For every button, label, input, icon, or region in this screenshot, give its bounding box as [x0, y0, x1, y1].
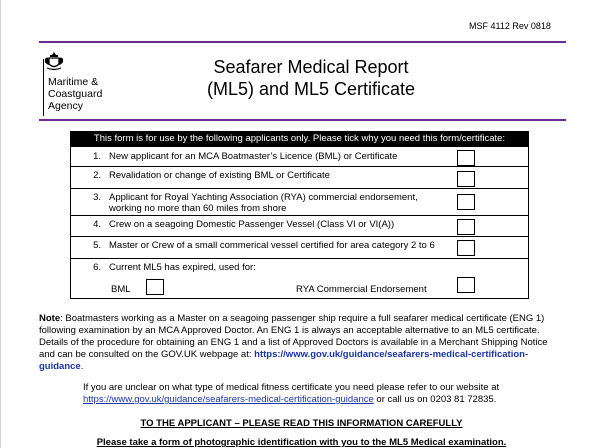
contact-text: If you are unclear on what type of medical fitness certificate you need please refer to our website at — [83, 382, 500, 393]
contact-link[interactable]: https://www.gov.uk/guidance/seafarers-medical-certification-guidance — [83, 394, 374, 405]
option-1-checkbox[interactable] — [457, 150, 475, 166]
note-paragraph — [39, 313, 566, 373]
bml-label: BML — [111, 284, 131, 295]
option-4-checkbox[interactable] — [457, 219, 475, 235]
option-text: Revalidation or change of existing BML or Certificate — [109, 170, 330, 181]
applicant-option-3 — [71, 188, 528, 215]
option-text: Master or Crew of a small commerical vessel certified for area category 2 to 6 — [109, 240, 435, 251]
applicant-option-2 — [71, 166, 528, 188]
royal-crest-icon — [43, 50, 65, 72]
logo-divider — [43, 59, 44, 116]
note-label: Note — [39, 313, 61, 324]
applicant-notice-heading: TO THE APPLICANT – PLEASE READ THIS INFORMATION CAREFULLY — [140, 418, 463, 429]
note-end: . — [80, 361, 84, 372]
page-title — [171, 56, 451, 100]
option-text: New applicant for an MCA Boatmaster’s Licence (BML) or Certificate — [109, 151, 398, 162]
option-number: 4. — [93, 219, 101, 230]
note-text: : Boatmasters working as a Master on a seagoing passenger ship require a full seafarer medical certificate (ENG 1) following examination by an MCA Approved Doctor. An ENG 1 is always an acceptable alternative to an ML5 certificate. Details of the procedure for obtaining an ENG 1 and a list of Approved Doctors is available in a Merchant Shipping Notice and can be consulted on the GOV.UK webpage at: — [39, 313, 548, 360]
form-reference: MSF 4112 Rev 0818 — [469, 21, 551, 31]
rya-checkbox[interactable] — [457, 277, 475, 293]
title-line-2: (ML5) and ML5 Certificate — [206, 79, 416, 99]
header-rule-bottom — [39, 119, 566, 121]
option-number: 5. — [93, 240, 101, 251]
agency-line-1: Maritime & — [48, 76, 99, 88]
agency-line-3: Agency — [48, 100, 84, 112]
agency-line-2: Coastguard — [48, 88, 103, 100]
contact-paragraph — [83, 382, 553, 406]
option-5-checkbox[interactable] — [457, 240, 475, 256]
guidance-link[interactable]: https://www.gov.uk/guidance/seafarers-medical-certification-guidance — [39, 349, 529, 372]
option-text: Crew on a seagoing Domestic Passenger Vessel (Class VI or VI(A)) — [109, 219, 395, 230]
bml-checkbox[interactable] — [146, 279, 164, 295]
applicant-table-header: This form is for use by the following applicants only. Please tick why you need this form/certificate: — [71, 132, 528, 146]
option-number: 3. — [93, 192, 101, 203]
applicant-table — [70, 131, 529, 299]
rya-label: RYA Commercial Endorsement — [296, 284, 427, 295]
option-2-checkbox[interactable] — [457, 171, 475, 187]
title-line-1: Seafarer Medical Report — [213, 57, 409, 77]
agency-name — [48, 76, 102, 112]
applicant-option-1 — [71, 146, 528, 166]
option-number: 2. — [93, 170, 101, 181]
header-rule-top — [39, 41, 566, 43]
option-text: Current ML5 has expired, used for: — [109, 262, 256, 273]
applicant-option-4 — [71, 215, 528, 236]
option-3-checkbox[interactable] — [457, 194, 475, 210]
photo-id-notice: Please take a form of photographic identification with you to the ML5 Medical examination. — [96, 437, 507, 448]
contact-phone-text: or call us on 0203 81 72835. — [373, 394, 497, 405]
applicant-option-6 — [71, 258, 528, 298]
option-number: 1. — [93, 151, 101, 162]
applicant-option-5 — [71, 236, 528, 258]
option-text: Applicant for Royal Yachting Association (RYA) commercial endorsement, working no more than 60 miles from shore — [109, 192, 418, 214]
option-number: 6. — [93, 262, 101, 273]
mca-logo — [41, 50, 127, 72]
